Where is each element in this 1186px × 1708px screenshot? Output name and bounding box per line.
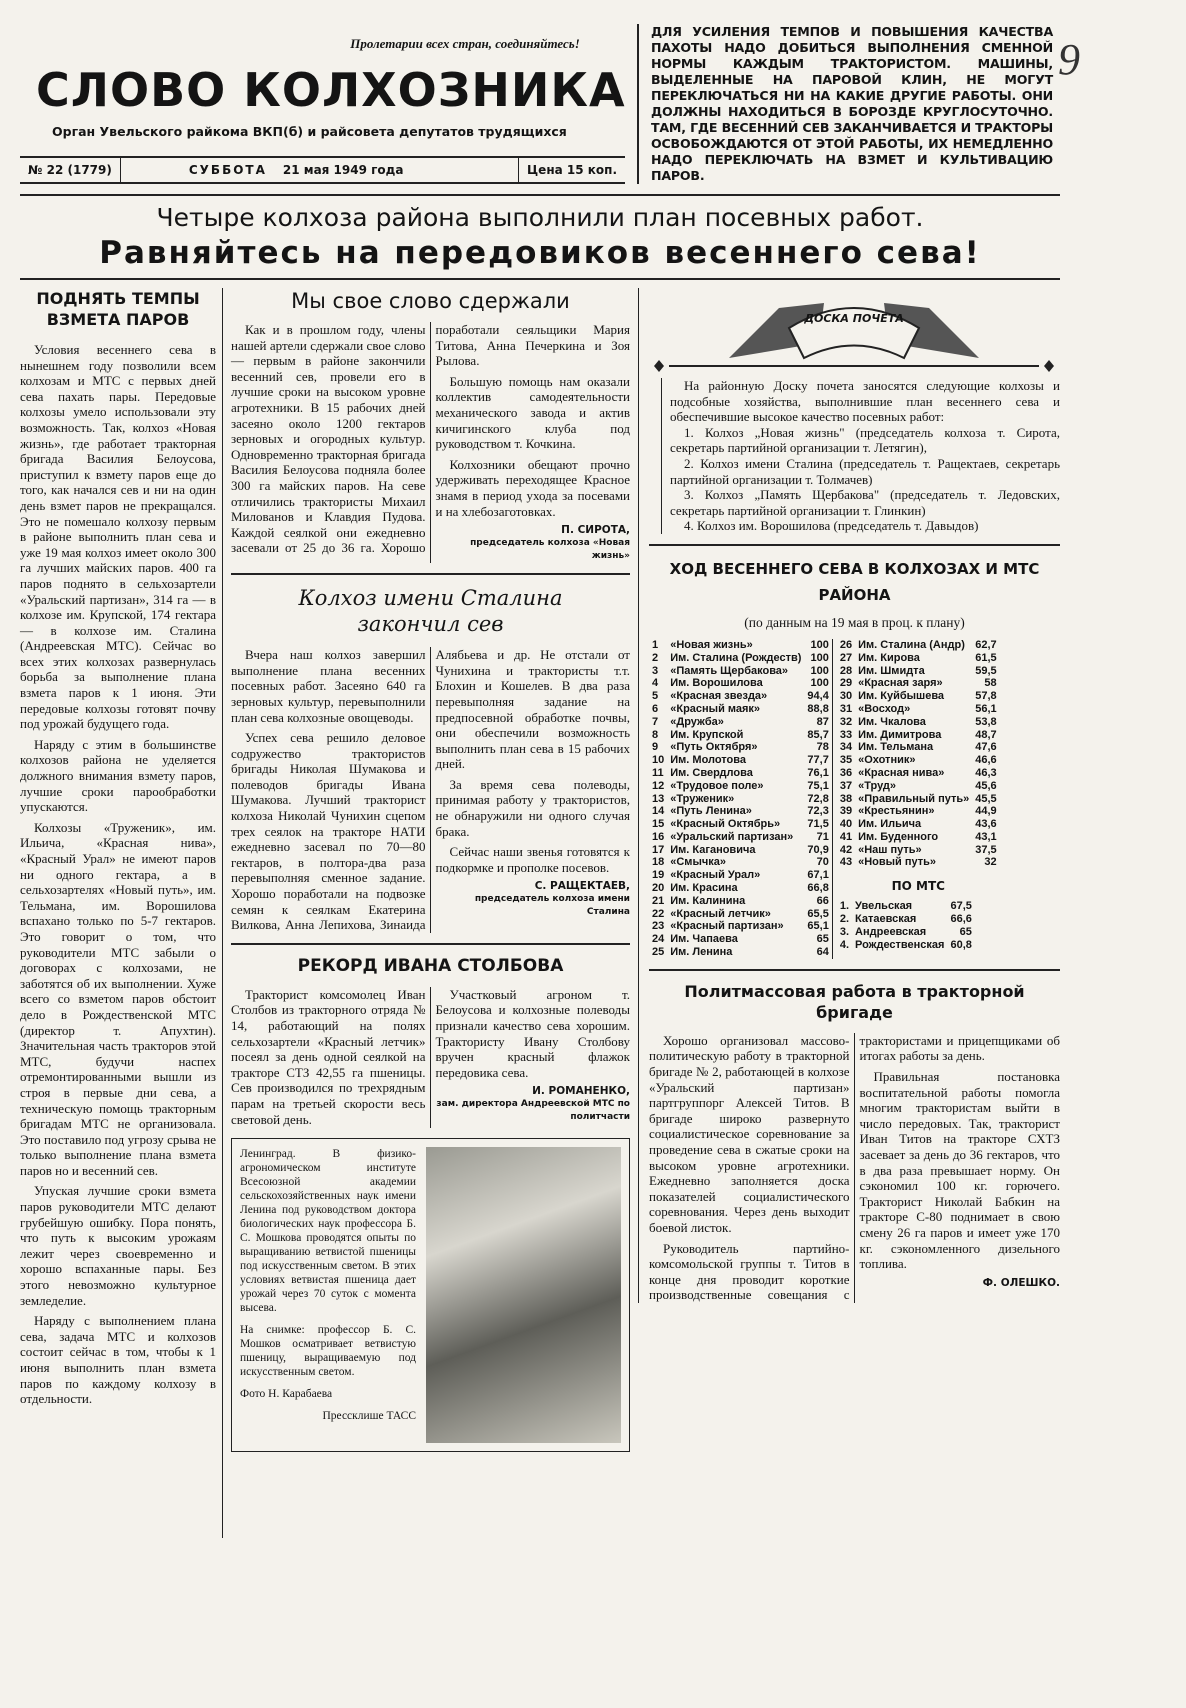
photo-box — [231, 1138, 630, 1452]
cell-n: 5 — [652, 690, 659, 703]
columns — [20, 288, 1060, 1538]
cell-name: «Красный летчик» — [670, 907, 771, 920]
table-row — [837, 780, 1000, 793]
table-row — [837, 767, 1000, 780]
cell-n: 30 — [839, 690, 853, 703]
right-column — [638, 288, 1060, 1303]
masthead — [20, 24, 1060, 184]
table-row — [837, 703, 1000, 716]
cell-name: Увельская — [855, 900, 913, 913]
cell-v: 64 — [804, 946, 832, 959]
table-row — [837, 900, 975, 913]
honor-item: 3. Колхоз „Память Щербакова" (председатель т. Ледовских, секретарь партийной организации т. Глинкин) — [670, 487, 1060, 518]
table-row — [649, 933, 832, 946]
cell-v: 67,5 — [950, 900, 972, 913]
divider — [231, 943, 630, 945]
cell-name: Им. Кагановича — [670, 843, 756, 856]
cell-v: 66,8 — [804, 882, 832, 895]
table-row — [837, 926, 975, 939]
cell-name: Им. Чапаева — [670, 933, 738, 946]
headline-main: Четыре колхоза района выполнили план посевных работ. — [156, 203, 924, 232]
photo-agency: Прессклише ТАСС — [322, 1410, 416, 1423]
cell-n: 26 — [839, 638, 853, 651]
issue-date: 21 мая 1949 года — [282, 163, 404, 177]
cell-n: 43 — [839, 856, 853, 869]
signature: П. СИРОТА, председатель колхоза «Новая жизнь» — [470, 524, 630, 562]
table-row — [649, 831, 832, 844]
divider — [20, 278, 1060, 280]
cell-n: 12 — [652, 779, 665, 792]
table-left — [649, 639, 833, 959]
table-row — [837, 652, 1000, 665]
cell-name: «Труженик» — [670, 792, 735, 805]
cell-n: 3. — [839, 925, 850, 938]
cell-n: 10 — [652, 754, 665, 767]
paragraph: Условия весеннего сева в нынешнем году позволили всем колхозам и МТС с первых дней сева пахать пары. Передовые колхозы умело использовали эту возможность. Так, колхоз «Новая жизнь», где работает тракторная бригада Василия Белоусова, приступил к взмету паров еще до того, как начался сев и ни на один день взмет паров не прекращался. Это не помешало колхозу первым в районе выполнить план сева и уже 19 мая колхоз имеет около 300 га лучших майских паров. 400 га паров поднято в сельхозартели «Уральский партизан», 314 га — в колхозе им. Крупской, 174 гектара — в колхозе им. Сталина (Андреевская МТС). Сейчас во всех этих колхозах развернулась борьба за выполнение плана взмета паров к 1 июня. Эти передовые колхозы готовят почву под урожай будущего года. — [20, 342, 216, 732]
cell-name: «Красный партизан» — [670, 920, 784, 933]
table-row — [649, 908, 832, 921]
cell-n: 40 — [839, 818, 853, 831]
honor-item: 2. Колхоз имени Сталина (председатель т. Ращектаев, секретарь партийной организации т. Толмачев) — [670, 455, 1060, 487]
table-row — [837, 754, 1000, 767]
cell-name: «Новая жизнь» — [670, 638, 753, 651]
cell-v: 46,6 — [975, 754, 997, 767]
cell-name: Им. Шмидта — [858, 664, 925, 677]
photo-caption: На снимке: профессор Б. С. Мошков осматривает ветвистую пшеницу, выращиваемую под искусственным светом. — [240, 1324, 416, 1379]
cell-name: «Дружба» — [670, 715, 724, 728]
signature: Ф. ОЛЕШКО. — [982, 1276, 1060, 1289]
article-word-kept — [231, 288, 630, 563]
cell-v: 62,7 — [975, 638, 997, 651]
cell-v: 88,8 — [804, 703, 832, 716]
divider — [649, 969, 1060, 971]
cell-n: 41 — [839, 830, 853, 843]
cell-v: 65,5 — [804, 908, 832, 921]
cell-n: 4 — [652, 677, 659, 690]
cell-n: 36 — [839, 766, 853, 779]
article-title: Политмассовая работа в тракторной бригаде — [684, 981, 1025, 1022]
paragraph: Наряду с выполнением плана сева, задача МТС и колхозов состоит сейчас в том, чтобы к 1 июня выполнить план взмета паров по каждому колхозу в отдельности. — [20, 1313, 216, 1407]
table-row — [837, 665, 1000, 678]
page-number: 9 — [1058, 35, 1080, 84]
cell-v: 87 — [804, 716, 832, 729]
table-row — [649, 767, 832, 780]
article-stalin-kolkhoz — [231, 585, 630, 933]
cell-v: 85,7 — [804, 729, 832, 742]
cell-v: 77,7 — [804, 754, 832, 767]
cell-n: 42 — [839, 843, 853, 856]
cell-v: 37,5 — [975, 843, 997, 856]
cell-name: «Новый путь» — [858, 856, 937, 869]
table-row — [837, 639, 1000, 652]
cell-v: 66 — [804, 895, 832, 908]
left-article — [20, 288, 222, 1412]
cell-v: 43,1 — [975, 830, 997, 843]
cell-n: 1. — [839, 900, 850, 913]
table-row — [649, 805, 832, 818]
cell-v: 65,1 — [804, 920, 832, 933]
cell-name: «Крестьянин» — [858, 805, 935, 818]
cell-n: 29 — [839, 677, 853, 690]
article-polit — [649, 981, 1060, 1303]
cell-name: Им. Куйбышева — [858, 690, 945, 703]
headline-slogan: Равняйтесь на передовиков весеннего сева! — [99, 235, 981, 271]
table-row — [649, 920, 832, 933]
divider — [231, 573, 630, 575]
table-row — [649, 729, 832, 742]
cell-v: 70 — [804, 856, 832, 869]
newspaper-page — [20, 0, 1060, 1538]
sowing-progress — [649, 556, 1060, 959]
cell-v: 48,7 — [975, 728, 997, 741]
table-row — [649, 882, 832, 895]
table-subtitle: (по данным на 19 мая в проц. к плану) — [744, 614, 965, 630]
cell-name: Им. Красина — [670, 882, 738, 895]
cell-name: Им. Калинина — [670, 894, 746, 907]
table-row — [649, 677, 832, 690]
cell-v: 72,8 — [804, 793, 832, 806]
cell-n: 24 — [652, 933, 665, 946]
cell-v: 70,9 — [804, 844, 832, 857]
article-title: Мы свое слово сдержали — [291, 289, 570, 313]
table-row — [649, 703, 832, 716]
table-row — [837, 831, 1000, 844]
cell-v: 61,5 — [975, 651, 997, 664]
cell-name: Им. Сталина (Рождеств) — [670, 651, 802, 664]
cell-n: 37 — [839, 779, 853, 792]
paragraph: Вчера наш колхоз завершил выполнение плана весенних посевных работ. Засеяно 640 га зерновых культур, перевыполнили план сева колхозные овощеводы. — [231, 647, 426, 725]
cell-name: Им. Буденного — [858, 830, 939, 843]
article-title: ПОДНЯТЬ ТЕМПЫ ВЗМЕТА ПАРОВ — [36, 289, 200, 329]
cell-name: Им. Ильича — [858, 818, 922, 831]
article-title: Колхоз имени Сталина закончил сев — [298, 586, 563, 637]
cell-name: Им. Чкалова — [858, 715, 926, 728]
cell-v: 66,6 — [950, 913, 972, 926]
cell-n: 33 — [839, 728, 853, 741]
cell-v: 47,6 — [975, 741, 997, 754]
cell-v: 72,3 — [804, 805, 832, 818]
cell-v: 32 — [984, 856, 997, 869]
cell-v: 57,8 — [975, 690, 997, 703]
cell-v: 100 — [804, 677, 832, 690]
cell-v: 44,9 — [975, 805, 997, 818]
cell-v: 100 — [804, 652, 832, 665]
honor-item: 1. Колхоз „Новая жизнь" (председатель колхоза т. Сирота, секретарь партийной организации т. Летягин), — [670, 424, 1060, 456]
table-row — [649, 946, 832, 959]
table-row — [837, 939, 975, 952]
paragraph: Руководитель партийно-комсомольской группы т. Титов в конце дня проводит короткие производственные совещания с трактористами и прицепщиками об итогах работы за день. — [649, 1032, 1060, 1303]
cell-v: 60,8 — [950, 938, 972, 951]
cell-n: 32 — [839, 715, 853, 728]
cell-name: Рождественская — [855, 938, 945, 951]
photo-credit: Фото Н. Карабаева — [240, 1388, 333, 1401]
table-row — [649, 818, 832, 831]
paragraph: Правильная постановка воспитательной работы помогла многим трактористам выйти в число передовых. Так, тракторист Иван Титов на тракторе СХТЗ засевает за день до 36 гектаров, что в два раза превышает норму. Он сэкономил 100 кг. горючего. Тракторист Николай Бабкин на тракторе С-80 поднимает в свою смену 26 га паров и имеет уже 170 кг. сэкономленного дизельного топлива. — [859, 1069, 1060, 1272]
photo-description: Ленинград. В физико-агрономическом институте Всесоюзной академии сельскохозяйственных наук имени Ленина под руководством доктора биологических наук профессора Б. С. Мошкова проводятся опыты по выращиванию ветвистой пшеницы под искусственным светом. В этих условиях ветвистая пшеница дает урожай через 70 суток с момента высева. — [240, 1148, 416, 1315]
table-row — [837, 677, 1000, 690]
cell-name: «Правильный путь» — [858, 792, 970, 805]
table-row — [837, 913, 975, 926]
cell-name: «Красная нива» — [858, 766, 945, 779]
divider — [649, 544, 1060, 546]
table-row — [649, 652, 832, 665]
paragraph: Наряду с этим в большинстве колхозов района не уделяется должного внимания взмету паров, лучшие сроки парообработки упускаются. — [20, 736, 216, 815]
table-mts — [837, 900, 975, 951]
paragraph: Сейчас наши звенья готовятся к подкормке и прополке посевов. — [435, 844, 630, 875]
table-row — [837, 805, 1000, 818]
paragraph: Колхозники обещают прочно удерживать переходящее Красное знамя в период ухода за посевами и на хлебозаготовках. — [435, 456, 630, 519]
cell-name: Им. Тельмана — [858, 741, 934, 754]
divider — [20, 194, 1060, 196]
cell-v: 100 — [804, 639, 832, 652]
cell-n: 34 — [839, 741, 853, 754]
table-right — [837, 639, 1000, 869]
cell-name: Им. Ленина — [670, 946, 733, 959]
cell-name: «Путь Октября» — [670, 741, 758, 754]
table-row — [837, 729, 1000, 742]
table-row — [837, 856, 1000, 869]
cell-v: 58 — [984, 677, 997, 690]
table-row — [649, 780, 832, 793]
cell-name: Катаевская — [855, 913, 917, 926]
table-row — [649, 793, 832, 806]
mts-title: ПО МТС — [891, 879, 945, 894]
cell-n: 31 — [839, 702, 853, 715]
cell-n: 7 — [652, 715, 659, 728]
paragraph: Успех сева решило деловое содружество трактористов бригады Николая Шумакова и полеводов бригады Ивана Шумакова. Лучший тракторист колхоза Николай Чунихин сцепом трех сеялок на тракторе НАТИ ежедневно засевал по 70—80 гектаров, в полтора-два раза перевыполняя сменное задание. Хорошо поработали на подвозке семян к сеялкам Екатерина Вилкова, Анна Лепихова, Зинаида Алябьева и др. Не отстали от Чунихина и трактористы т.т. Блохин и Кошелев. В два раза перевыполняя задание на предпосевной обработке почвы, они обеспечили возможность выполнить план сева в 15 рабочих дней. — [231, 647, 630, 933]
paragraph: Упуская лучшие сроки взмета паров руководители МТС делают грубейшую ошибку. Пора понять, что путь к высоким урожаям лежит через своевременно и хорошо вспаханные пары. Без этого невозможно культурное земледелие. — [20, 1183, 216, 1308]
cell-n: 4. — [839, 938, 850, 951]
cell-name: «Охотник» — [858, 754, 916, 767]
middle-column — [222, 288, 638, 1538]
cell-v: 71 — [804, 831, 832, 844]
masthead-left — [20, 24, 625, 184]
cell-name: Им. Молотова — [670, 754, 746, 767]
cell-v: 65 — [959, 925, 972, 938]
cell-n: 6 — [652, 702, 659, 715]
cell-n: 39 — [839, 805, 853, 818]
cell-n: 16 — [652, 830, 665, 843]
table-title: ХОД ВЕСЕННЕГО СЕВА В КОЛХОЗАХ И МТС РАЙОНА — [669, 559, 1040, 604]
cell-name: Андреевская — [855, 925, 927, 938]
honor-board-banner — [649, 288, 1059, 378]
cell-v: 43,6 — [975, 818, 997, 831]
signature: С. РАЩЕКТАЕВ, председатель колхоза имени Сталина — [474, 880, 630, 918]
paragraph: На районную Доску почета заносятся следующие колхозы и подсобные хозяйства, выполнившие план весеннего сева и обеспечившие высокое качество посевных работ: — [670, 378, 1060, 425]
paragraph: За время сева полеводы, принимая работу у трактористов, не обнаружили ни одного случая брака. — [435, 776, 630, 839]
cell-name: «Наш путь» — [858, 843, 922, 856]
cell-n: 13 — [652, 792, 665, 805]
cell-v: 59,5 — [975, 664, 997, 677]
cell-name: Им. Крупской — [670, 728, 744, 741]
cell-name: «Путь Ленина» — [670, 805, 752, 818]
masthead-motto: Пролетарии всех стран, соединяйтесь! — [350, 36, 580, 51]
cell-name: «Красный Октябрь» — [670, 818, 781, 831]
header-appeal: ДЛЯ УСИЛЕНИЯ ТЕМПОВ И ПОВЫШЕНИЯ КАЧЕСТВА ПАХОТЫ НАДО ДОБИТЬСЯ ВЫПОЛНЕНИЯ СМЕННОЙ НОРМЫ КАЖДЫМ ТРАКТОРИСТОМ. МАШИНЫ, ВЫДЕЛЕННЫЕ НА ПАРОВОЙ КЛИН, НЕ МОГУТ ПЕРЕКЛЮЧАТЬСЯ НИ НА КАКИЕ ДРУГИЕ РАБОТЫ. ОНИ ДОЛЖНЫ НАХОДИТЬСЯ В БОРОЗДЕ КРУГЛОСУТОЧНО. ТАМ, ГДЕ ВЕСЕННИЙ СЕВ ЗАКАНЧИВАЕТСЯ И ТРАКТОРЫ ОСВОБОЖДАЮТСЯ ОТ ЭТОЙ РАБОТЫ, ИХ НЕМЕДЛЕННО НАДО ПЕРЕКЛЮЧАТЬ НА ВЗМЕТ И КУЛЬТИВАЦИЮ ПАРОВ. — [637, 24, 1053, 184]
divider — [120, 158, 121, 182]
paragraph: Как и в прошлом году, члены нашей артели сдержали свое слово — первым в районе закончили весенний сев, провели его в лучшие сроки на высоком уровне агротехники. В 15 рабочих дней засеяно около 1200 гектаров зерновых и огородных культур. Одновременно тракторная бригада Василия Белоусова подняла более 300 га майских паров. На севе отличились трактористы Михаил Милованов и Клавдия Пудова. Каждой сеялкой они ежедневно засевали от 25 до 36 га. Хорошо поработали сеяльщики Мария Титова, Анна Печеркина и Зоя Рылова. — [231, 322, 630, 556]
paragraph: Колхозы «Труженик», им. Ильича, «Красная нива», «Красный Урал» не имеют паров ни одного гектара, а в сельхозартелях «Новый путь», им. Тельмана, им. Ворошилова вспахано только по 5-7 гектаров. Это говорит о том, что руководители МТС забыли о договорах с колхозами, не заботятся об их выполнении. Хуже всего со взметом паров обстоит дело в Рождественской МТС (директор т. Апухтин). Значительная часть тракторов этой МТС, будучи наспех отремонтированными вышли из строя в первые дни сева, а техническую помощь тракторным бригадам МТС не организовала. Это поставило под угрозу срыва не только выполнение плана взмета паров но и весенний сев. — [20, 819, 216, 1178]
table-row — [649, 741, 832, 754]
photo-professor-wheat — [426, 1147, 621, 1443]
cell-v: 94,4 — [804, 690, 832, 703]
cell-name: Им. Сталина (Андр) — [858, 638, 965, 651]
cell-name: Им. Ворошилова — [670, 677, 763, 690]
cell-name: Им. Кирова — [858, 651, 920, 664]
cell-n: 28 — [839, 664, 853, 677]
cell-name: Им. Димитрова — [858, 728, 942, 741]
paragraph: Хорошо организовал массово-политическую работу в тракторной бригаде № 2, работающей в колхозе «Уральский партизан» партгруппорг Алексей Титов. В бригаде широко развернуто социалистическое соревнование за проведение сева в сжатые сроки на высоком уровне агротехники. Ежедневно заполняется доска показателей социалистического соревнования. Через день выходит боевой листок. — [649, 1032, 850, 1235]
table-row — [837, 690, 1000, 703]
cell-v: 78 — [804, 741, 832, 754]
paragraph: Участковый агроном т. Белоусова и колхозные полеводы признали качество сева хорошим. Трактористу Ивану Столбову вручен красный флажок передовика сева. — [435, 986, 630, 1080]
cell-n: 15 — [652, 818, 665, 831]
cell-name: «Трудовое поле» — [670, 779, 764, 792]
cell-n: 27 — [839, 651, 853, 664]
cell-n: 17 — [652, 843, 665, 856]
paragraph: Большую помощь нам оказали коллектив самодеятельности механического завода и актив кичигинского клуба под руководством т. Кочкина. — [435, 373, 630, 452]
issue-price: Цена 15 коп. — [527, 163, 617, 177]
honor-board-list — [661, 378, 1060, 534]
article-body — [20, 342, 216, 1407]
cell-n: 18 — [652, 856, 665, 869]
cell-n: 20 — [652, 882, 665, 895]
cell-name: «Труд» — [858, 779, 897, 792]
cell-n: 23 — [652, 920, 665, 933]
table-row — [649, 895, 832, 908]
cell-name: «Уральский партизан» — [670, 830, 794, 843]
cell-name: Им. Свердлова — [670, 766, 753, 779]
cell-n: 2. — [839, 913, 850, 926]
cell-n: 1 — [652, 638, 659, 651]
cell-n: 9 — [652, 741, 659, 754]
photo-text — [240, 1147, 416, 1443]
cell-n: 2 — [652, 651, 659, 664]
cell-v: 67,1 — [804, 869, 832, 882]
cell-name: «Красная звезда» — [670, 690, 768, 703]
table-right-wrap — [837, 639, 1000, 959]
cell-v: 71,5 — [804, 818, 832, 831]
table-row — [649, 690, 832, 703]
table-row — [837, 844, 1000, 857]
cell-name: «Восход» — [858, 702, 911, 715]
flags-star-icon — [649, 288, 1059, 378]
paragraph: Тракторист комсомолец Иван Столбов из тракторного отряда № 14, работающий на полях сельхозартели «Красный летчик» посеял за день одной сеялкой на тракторе СТЗ 42,55 га пшеницы. Сев производился по трехрядным парам на третьей скорости весь световой день. — [231, 986, 426, 1127]
cell-name: «Память Щербакова» — [670, 664, 789, 677]
table-row — [649, 754, 832, 767]
issue-row — [20, 156, 625, 184]
cell-name: «Красный Урал» — [670, 869, 761, 882]
table-wrap — [649, 639, 1060, 959]
table-row — [837, 818, 1000, 831]
table-row — [649, 869, 832, 882]
cell-v: 75,1 — [804, 780, 832, 793]
cell-v: 45,6 — [975, 779, 997, 792]
cell-n: 11 — [652, 766, 664, 779]
cell-v: 56,1 — [975, 702, 997, 715]
cell-v: 53,8 — [975, 715, 997, 728]
honor-board-title: ДОСКА ПОЧЕТА — [804, 312, 904, 325]
table-row — [649, 856, 832, 869]
article-record — [231, 955, 630, 1128]
cell-n: 14 — [652, 805, 665, 818]
cell-v: 45,5 — [975, 792, 997, 805]
cell-v: 100 — [804, 665, 832, 678]
honor-item: 4. Колхоз им. Ворошилова (председатель т. Давыдов) — [684, 518, 979, 534]
table-row — [837, 741, 1000, 754]
signature: И. РОМАНЕНКО, зам. директора Андреевской МТС по политчасти — [436, 1085, 630, 1123]
newspaper-organ: Орган Увельского райкома ВКП(б) и райсовета депутатов трудящихся — [52, 124, 567, 139]
article-title: РЕКОРД ИВАНА СТОЛБОВА — [297, 955, 564, 976]
issue-number: № 22 (1779) — [28, 163, 112, 177]
cell-n: 8 — [652, 728, 659, 741]
cell-n: 21 — [652, 894, 665, 907]
cell-n: 38 — [839, 792, 853, 805]
cell-name: «Красный маяк» — [670, 702, 761, 715]
cell-n: 25 — [652, 946, 665, 959]
cell-name: «Красная заря» — [858, 677, 943, 690]
cell-v: 76,1 — [804, 767, 832, 780]
table-row — [837, 716, 1000, 729]
table-row — [649, 665, 832, 678]
cell-v: 65 — [804, 933, 832, 946]
cell-n: 22 — [652, 907, 665, 920]
table-row — [649, 716, 832, 729]
issue-day: СУББОТА — [188, 163, 267, 177]
table-row — [649, 844, 832, 857]
table-row — [837, 793, 1000, 806]
cell-n: 19 — [652, 869, 665, 882]
table-row — [649, 639, 832, 652]
newspaper-title: СЛОВО КОЛХОЗНИКА — [36, 63, 626, 117]
cell-n: 35 — [839, 754, 853, 767]
cell-name: «Смычка» — [670, 856, 726, 869]
cell-n: 3 — [652, 664, 659, 677]
cell-v: 46,3 — [975, 766, 997, 779]
